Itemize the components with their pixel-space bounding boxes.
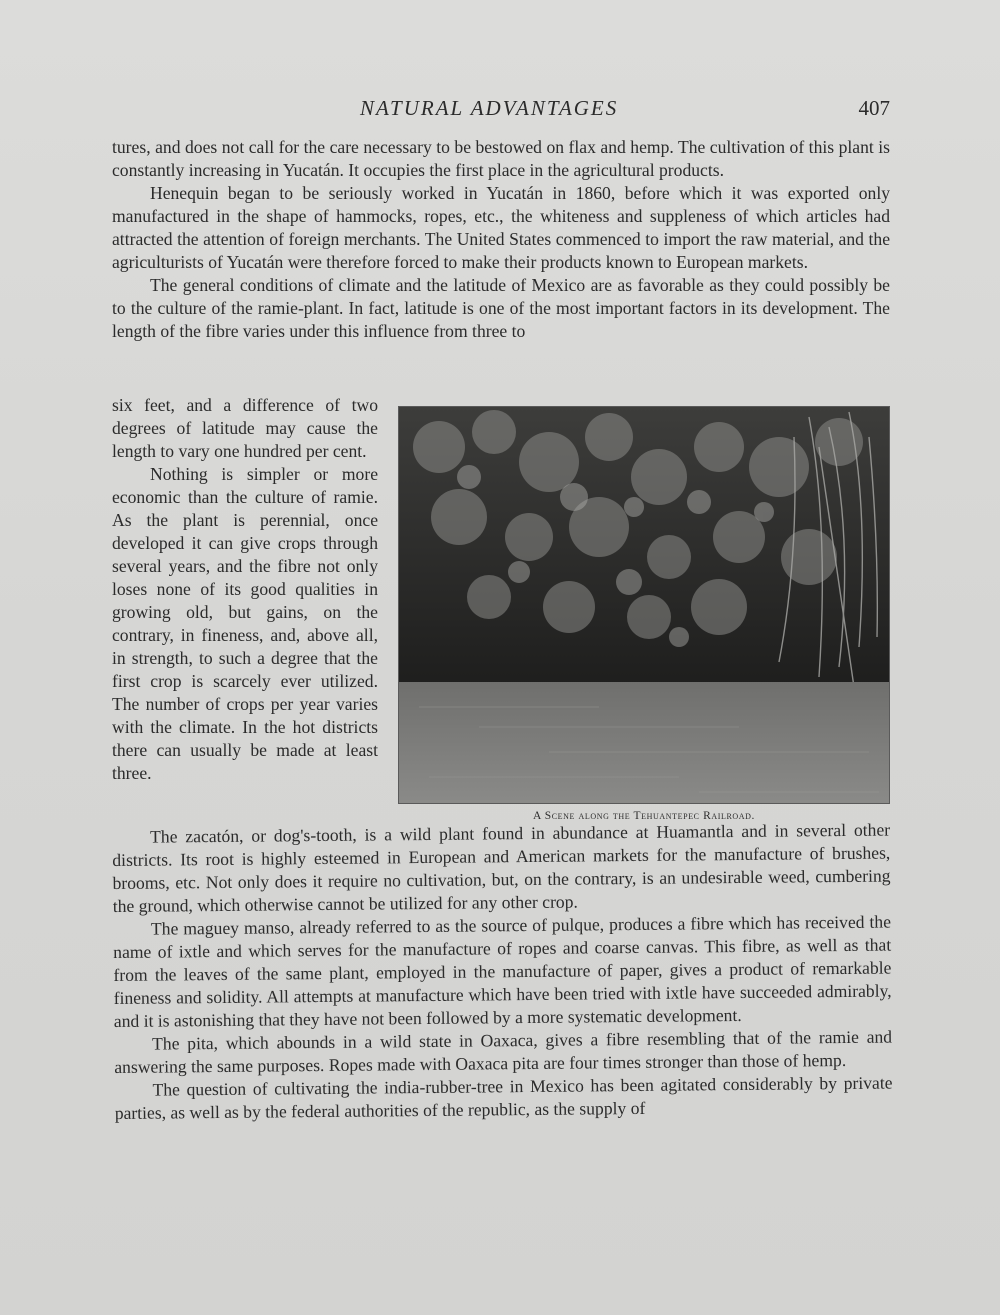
paragraph: tures, and does not call for the care necessary to be bestowed on flax and hemp. The cultivation of this plant is constantly increasing in Yucatán. It occupies the first place in the agricultural products. [112,137,890,180]
figure-caption: A Scene along the Tehuantepec Railroad. [532,810,756,822]
river-scene-photograph [398,406,890,804]
text-block-left-column [112,394,378,785]
text-block-bottom [112,819,893,1125]
paragraph: The maguey manso, already referred to as the source of pulque, produces a fibre which has received the name of ixtle and which serves for the manufacture of ropes and coarse canvas. This fibre, as well as that from the leaves of the same plant, employed in the manufacture of paper, gives a product of remarkable fineness and solidity. All attempts at manufacture which have been tried with ixtle have succeeded admirably, and it is astonishing that they have not been followed by a more systematic development. [113,911,892,1031]
running-title: NATURAL ADVANTAGES [360,96,619,120]
page-header [110,96,890,126]
paragraph: six feet, and a difference of two degrees of latitude may cause the length to vary one hundred per cent. [112,395,378,461]
paragraph: The pita, which abounds in a wild state in Oaxaca, gives a fibre resembling that of the ramie and answering the same purposes. Ropes made with Oaxaca pita are four times stronger than those of hemp. [114,1026,893,1077]
photograph-image [399,407,889,803]
paragraph: The question of cultivating the india-rubber-tree in Mexico has been agitated considerably by private parties, as well as by the federal authorities of the republic, as the supply of [114,1072,893,1123]
text-block-top [112,136,890,343]
paragraph: The zacatón, or dog's-tooth, is a wild plant found in abundance at Huamantla and in several other districts. Its root is highly esteemed in European and American markets for the manufacture of brushes, brooms, etc. Not only does it require no cultivation, but, on the contrary, is an undesirable weed, cumbering the ground, which otherwise cannot be utilized for any other crop. [112,819,891,916]
page-number: 407 [858,96,890,120]
paragraph: Nothing is simpler or more economic than the culture of ramie. As the plant is perennial, once developed it can give crops through several years, and the fibre not only loses none of its good qualities in growing old, but gains, on the contrary, in fineness, and, above all, in strength, to such a degree that the first crop is scarcely ever utilized. The number of crops per year varies with the climate. In the hot districts there can usually be made at least three. [112,464,378,783]
paragraph: Henequin began to be seriously worked in Yucatán in 1860, before which it was exported only manufactured in the shape of hammocks, ropes, etc., the whiteness and suppleness of which articles had attracted the attention of foreign merchants. The United States commenced to import the raw material, and the agriculturists of Yucatán were therefore forced to make their products known to European markets. [112,183,890,272]
paragraph: The general conditions of climate and the latitude of Mexico are as favorable as they could possibly be to the culture of the ramie-plant. In fact, latitude is one of the most important factors in its development. The length of the fibre varies under this influence from three to [112,275,890,341]
